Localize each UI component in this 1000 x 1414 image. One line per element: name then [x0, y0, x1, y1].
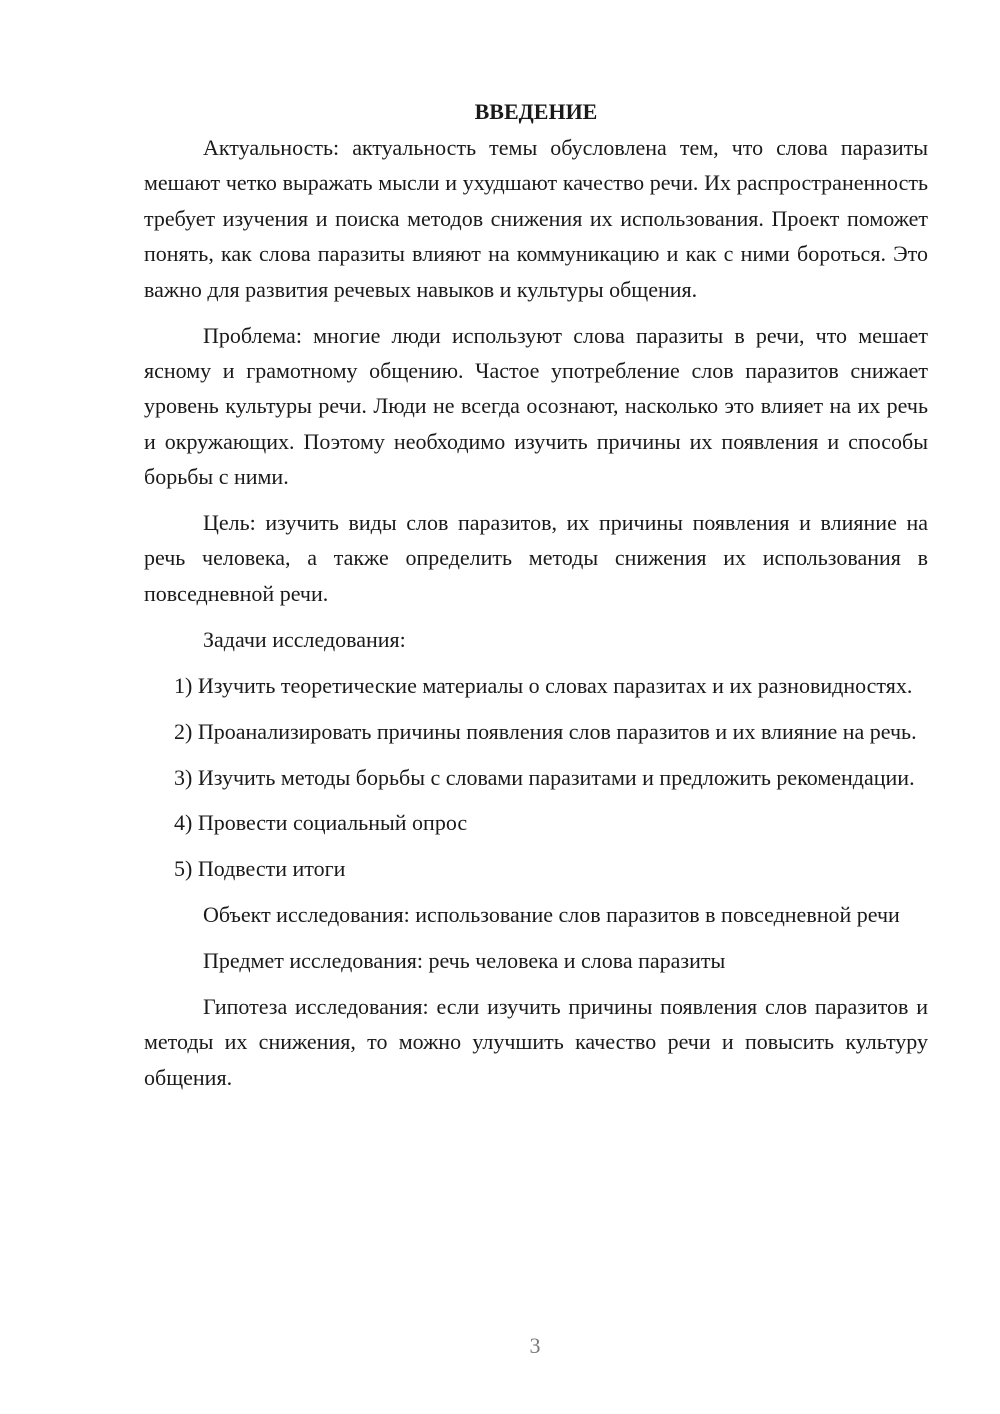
- object-paragraph: Объект исследования: использование слов паразитов в повседневной речи: [203, 902, 900, 928]
- section-title: ВВЕДЕНИЕ: [474, 99, 598, 124]
- task-item-1: 1) Изучить теоретические материалы о словах паразитах и их разновидностях.: [174, 672, 913, 698]
- task-item-5: 5) Подвести итоги: [174, 856, 346, 882]
- task-item-2: 2) Проанализировать причины появления слов паразитов и их влияние на речь.: [174, 718, 917, 744]
- task-item-4: 4) Провести социальный опрос: [174, 810, 468, 836]
- page-number: 3: [529, 1333, 541, 1358]
- hypothesis-paragraph: Гипотеза исследования: если изучить причины появления слов паразитов и методы их снижения, то можно улучшить качество речи и повысить культуру общения.: [144, 994, 928, 1090]
- relevance-paragraph: Актуальность: актуальность темы обусловлена тем, что слова паразиты мешают четко выражать мысли и ухудшают качество речи. Их распространенность требует изучения и поиска методов снижения их использования. Проект поможет понять, как слова паразиты влияют на коммуникацию и как с ними бороться. Это важно для развития речевых навыков и культуры общения.: [144, 135, 928, 302]
- document-body: [144, 94, 928, 1106]
- problem-paragraph: Проблема: многие люди используют слова паразиты в речи, что мешает ясному и грамотному общению. Частое употребление слов паразитов снижает уровень культуры речи. Люди не всегда осознают, насколько это влияет на их речь и окружающих. Поэтому необходимо изучить причины их появления и способы борьбы с ними.: [144, 322, 928, 490]
- tasks-heading: Задачи исследования:: [203, 626, 406, 652]
- subject-paragraph: Предмет исследования: речь человека и слова паразиты: [203, 948, 726, 974]
- goal-paragraph: Цель: изучить виды слов паразитов, их причины появления и влияние на речь человека, а также определить методы снижения их использования в повседневной речи.: [144, 510, 928, 606]
- task-item-3: 3) Изучить методы борьбы с словами паразитами и предложить рекомендации.: [174, 764, 915, 790]
